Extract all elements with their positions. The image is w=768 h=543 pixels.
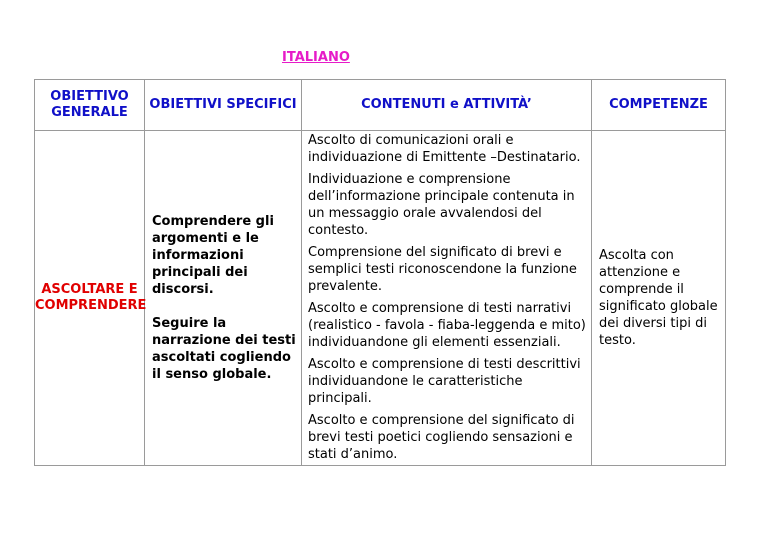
content-item: Ascolto di comunicazioni orali e individuazione di Emittente –Destinatario.: [308, 133, 581, 165]
curriculum-table: [34, 79, 726, 466]
general-goal-cell: ASCOLTARE E COMPRENDERE: [35, 131, 145, 466]
content-item: Individuazione e comprensione dell’informazione principale contenuta in un messaggio orale avvalendosi del contesto.: [308, 172, 575, 238]
table-row: [35, 131, 726, 466]
header-contents-activities: CONTENUTI e ATTIVITÀ’: [302, 80, 592, 131]
specific-goal-item: Seguire la narrazione dei testi ascoltati cogliendo il senso globale.: [152, 316, 296, 382]
contents-cell: [302, 131, 592, 466]
competence-cell: Ascolta con attenzione e comprende il significato globale dei diversi tipi di testo.: [592, 131, 726, 466]
specific-goals-cell: [145, 131, 302, 466]
specific-goal-item: Comprendere gli argomenti e le informazioni principali dei discorsi.: [152, 214, 274, 297]
content-item: Ascolto e comprensione di testi narrativi (realistico - favola - fiaba-leggenda e mito) individuandone gli elementi essenziali.: [308, 301, 586, 350]
table-header-row: [35, 80, 726, 131]
header-specific-goals: OBIETTIVI SPECIFICI: [145, 80, 302, 131]
document-title: ITALIANO: [282, 50, 350, 65]
header-general-goal: OBIETTIVO GENERALE: [35, 80, 145, 131]
content-item: Ascolto e comprensione di testi descrittivi individuandone le caratteristiche principali.: [308, 357, 581, 406]
content-item: Comprensione del significato di brevi e semplici testi riconoscendone la funzione prevalente.: [308, 245, 577, 294]
header-competences: COMPETENZE: [592, 80, 726, 131]
content-item: Ascolto e comprensione del significato di brevi testi poetici cogliendo sensazioni e stati d’animo.: [308, 413, 575, 462]
